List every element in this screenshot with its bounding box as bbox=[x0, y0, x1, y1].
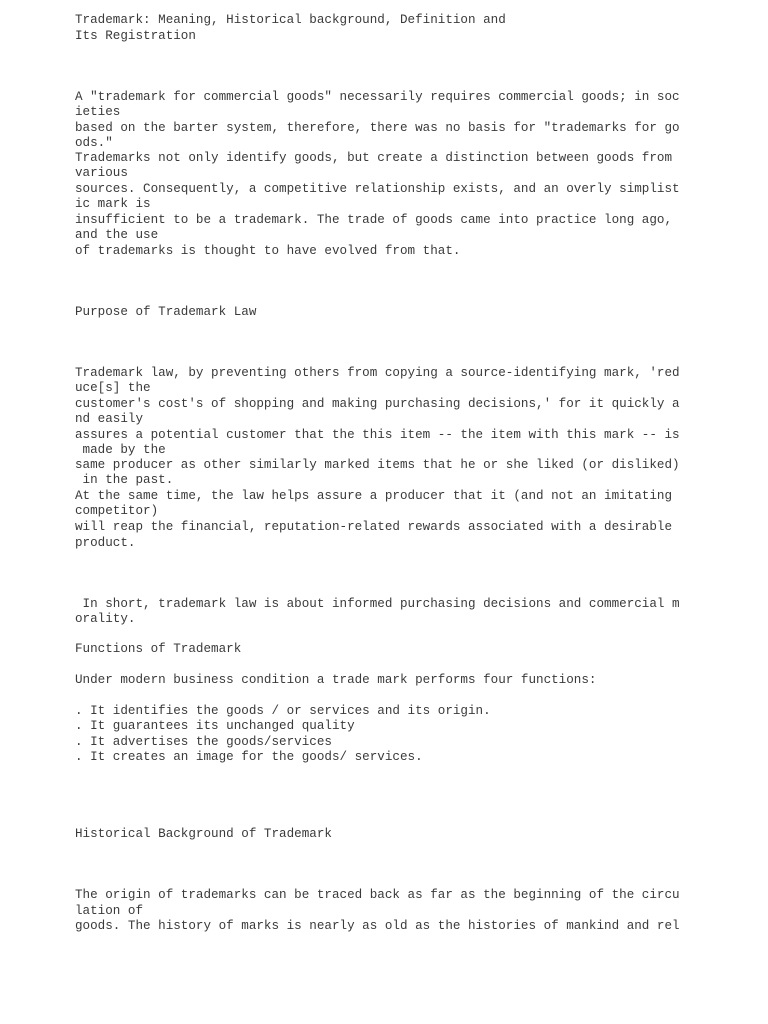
short-line: In short, trademark law is about informed purchasing decisions and commercial m bbox=[75, 597, 680, 611]
history-line: lation of bbox=[75, 904, 144, 918]
purpose-line: made by the bbox=[75, 443, 166, 457]
purpose-line: in the past. bbox=[75, 473, 174, 487]
list-item: . It advertises the goods/services bbox=[75, 735, 332, 749]
list-item: . It creates an image for the goods/ services. bbox=[75, 750, 423, 764]
intro-line: A "trademark for commercial goods" necessarily requires commercial goods; in soc bbox=[75, 90, 680, 104]
list-item: . It guarantees its unchanged quality bbox=[75, 719, 355, 733]
functions-intro: Under modern business condition a trade mark performs four functions: bbox=[75, 673, 597, 687]
intro-line: ic mark is bbox=[75, 197, 151, 211]
short-line: orality. bbox=[75, 612, 136, 626]
section-heading-functions: Functions of Trademark bbox=[75, 642, 242, 656]
purpose-line: product. bbox=[75, 536, 136, 550]
purpose-line: customer's cost's of shopping and making purchasing decisions,' for it quickly a bbox=[75, 397, 680, 411]
intro-line: ods." bbox=[75, 136, 113, 150]
purpose-line: competitor) bbox=[75, 504, 159, 518]
intro-line: various bbox=[75, 166, 128, 180]
section-heading-history: Historical Background of Trademark bbox=[75, 827, 332, 841]
purpose-line: uce[s] the bbox=[75, 381, 151, 395]
intro-line: Trademarks not only identify goods, but create a distinction between goods from bbox=[75, 151, 673, 165]
intro-line: ieties bbox=[75, 105, 121, 119]
purpose-line: At the same time, the law helps assure a producer that it (and not an imitating bbox=[75, 489, 673, 503]
intro-line: based on the barter system, therefore, there was no basis for "trademarks for go bbox=[75, 121, 680, 135]
history-line: The origin of trademarks can be traced back as far as the beginning of the circu bbox=[75, 888, 680, 902]
purpose-line: will reap the financial, reputation-related rewards associated with a desirable bbox=[75, 520, 673, 534]
section-heading-purpose: Purpose of Trademark Law bbox=[75, 305, 257, 319]
title-line: Trademark: Meaning, Historical background, Definition and bbox=[75, 13, 506, 27]
intro-line: sources. Consequently, a competitive relationship exists, and an overly simplist bbox=[75, 182, 680, 196]
history-line: goods. The history of marks is nearly as old as the histories of mankind and rel bbox=[75, 919, 680, 933]
purpose-line: nd easily bbox=[75, 412, 144, 426]
list-item: . It identifies the goods / or services and its origin. bbox=[75, 704, 491, 718]
intro-line: insufficient to be a trademark. The trade of goods came into practice long ago, bbox=[75, 213, 673, 227]
purpose-line: same producer as other similarly marked items that he or she liked (or disliked) bbox=[75, 458, 680, 472]
purpose-line: Trademark law, by preventing others from copying a source-identifying mark, 'red bbox=[75, 366, 680, 380]
intro-line: of trademarks is thought to have evolved from that. bbox=[75, 244, 461, 258]
intro-line: and the use bbox=[75, 228, 159, 242]
title-line: Its Registration bbox=[75, 29, 196, 43]
purpose-line: assures a potential customer that the this item -- the item with this mark -- is bbox=[75, 428, 680, 442]
